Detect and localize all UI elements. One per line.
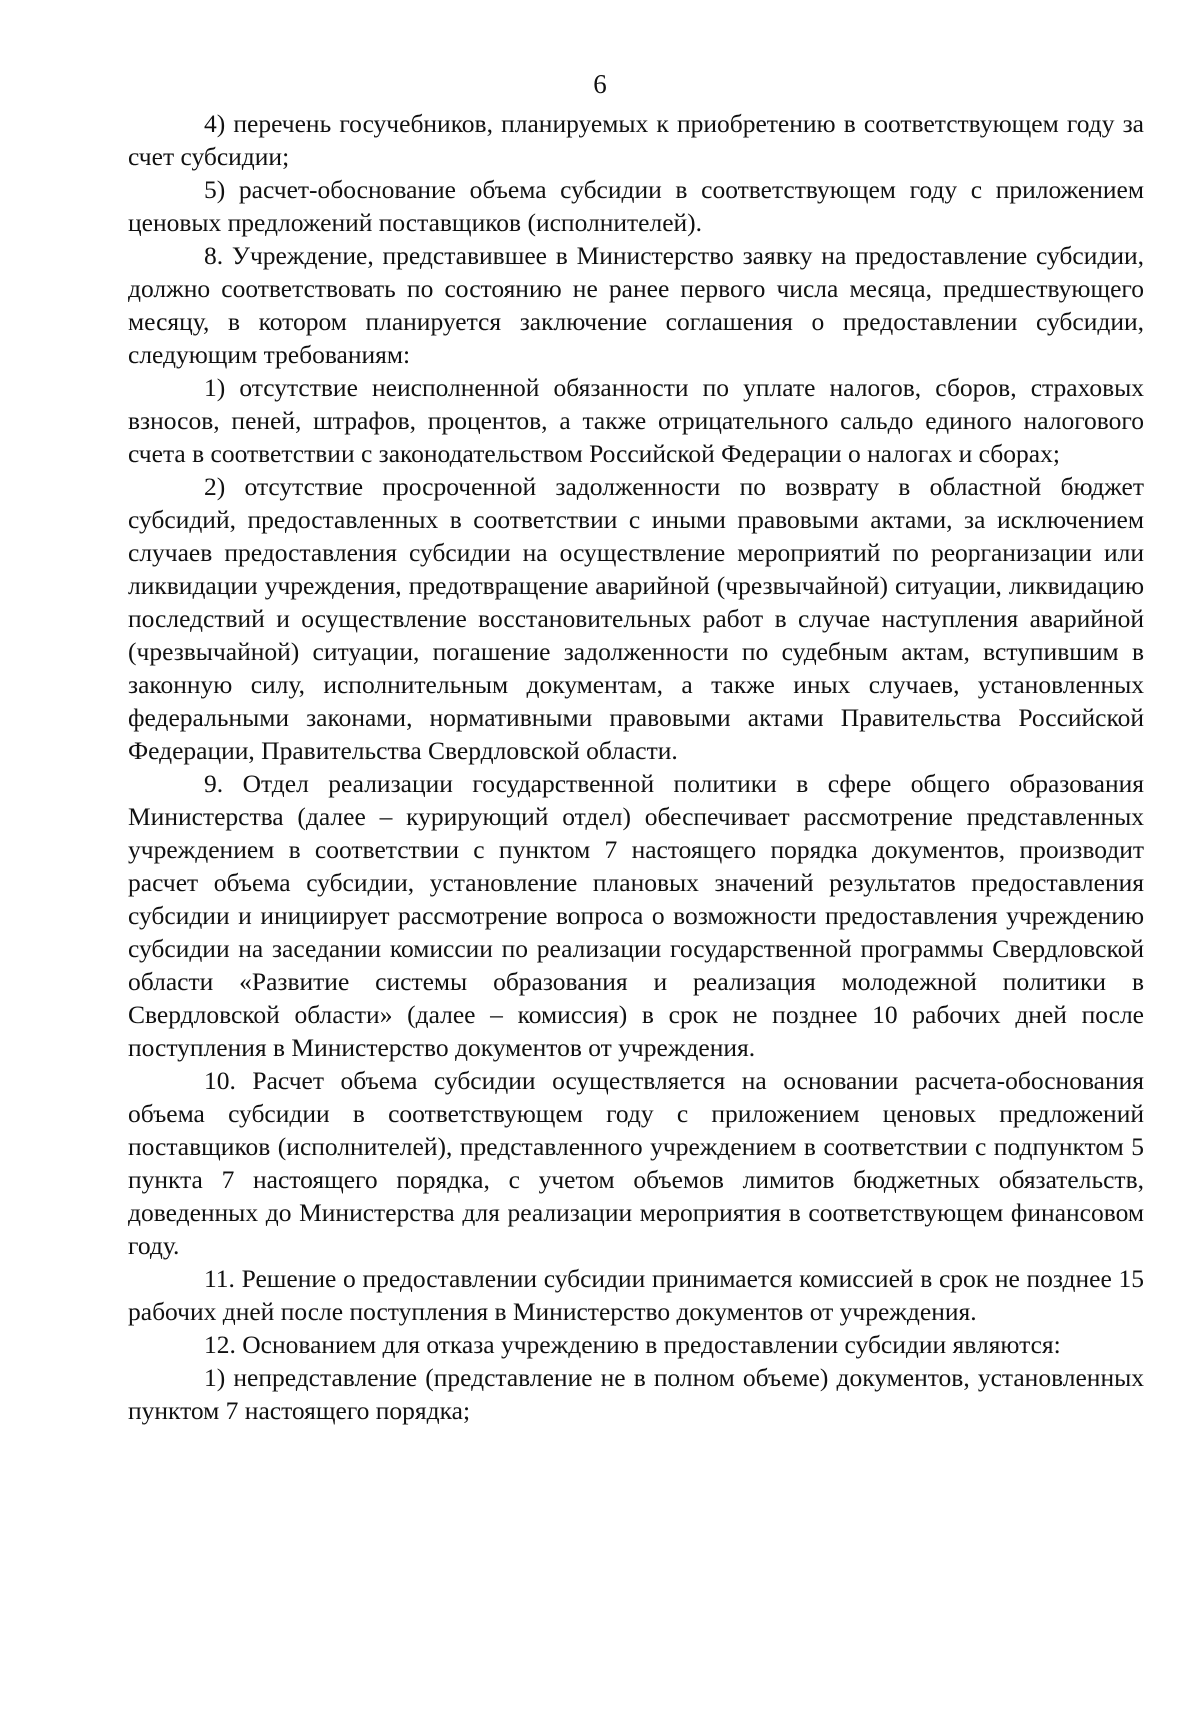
paragraph-clause-8: 8. Учреждение, представившее в Министерство заявку на предоставление субсидии, должно соответствовать по состоянию не ранее первого числа месяца, предшествующего месяцу, в котором планируется заключение соглашения о предоставлении субсидии, следующим требованиям: bbox=[128, 241, 1144, 369]
document-body bbox=[128, 107, 1144, 1427]
paragraph-clause-9: 9. Отдел реализации государственной политики в сфере общего образования Министерства (далее – курирующий отдел) обеспечивает рассмотрение представленных учреждением в соответствии с пунктом 7 настоящего порядка документов, производит расчет объема субсидии, установление плановых значений результатов предоставления субсидии и инициирует рассмотрение вопроса о возможности предоставления учреждению субсидии на заседании комиссии по реализации государственной программы Свердловской области «Развитие системы образования и реализация молодежной политики в Свердловской области» (далее – комиссия) в срок не позднее 10 рабочих дней после поступления в Министерство документов от учреждения. bbox=[128, 769, 1144, 1062]
paragraph-subitem-4: 4) перечень госучебников, планируемых к приобретению в соответствующем году за счет субсидии; bbox=[128, 109, 1144, 171]
paragraph-clause-11: 11. Решение о предоставлении субсидии принимается комиссией в срок не позднее 15 рабочих дней после поступления в Министерство документов от учреждения. bbox=[128, 1264, 1144, 1326]
paragraph-requirement-2: 2) отсутствие просроченной задолженности по возврату в областной бюджет субсидий, предоставленных в соответствии с иными правовыми актами, за исключением случаев предоставления субсидии на осуществление мероприятий по реорганизации или ликвидации учреждения, предотвращение аварийной (чрезвычайной) ситуации, ликвидацию последствий и осуществление восстановительных работ в случае наступления аварийной (чрезвычайной) ситуации, погашение задолженности по судебным актам, вступившим в законную силу, исполнительным документам, а также иных случаев, установленных федеральными законами, нормативными правовыми актами Правительства Российской Федерации, Правительства Свердловской области. bbox=[128, 472, 1144, 765]
paragraph-clause-10: 10. Расчет объема субсидии осуществляется на основании расчета-обоснования объема субсидии в соответствующем году с приложением ценовых предложений поставщиков (исполнителей), представленного учреждением в соответствии с подпунктом 5 пункта 7 настоящего порядка, с учетом объемов лимитов бюджетных обязательств, доведенных до Министерства для реализации мероприятия в соответствующем финансовом году. bbox=[128, 1066, 1144, 1260]
page-number: 6 bbox=[593, 69, 607, 99]
paragraph-clause-12: 12. Основанием для отказа учреждению в предоставлении субсидии являются: bbox=[204, 1330, 1061, 1359]
paragraph-refusal-ground-1: 1) непредставление (представление не в полном объеме) документов, установленных пунктом 7 настоящего порядка; bbox=[128, 1363, 1144, 1425]
paragraph-requirement-1: 1) отсутствие неисполненной обязанности по уплате налогов, сборов, страховых взносов, пеней, штрафов, процентов, а также отрицательного сальдо единого налогового счета в соответствии с законодательством Российской Федерации о налогах и сборах; bbox=[128, 373, 1144, 468]
paragraph-subitem-5: 5) расчет-обоснование объема субсидии в соответствующем году с приложением ценовых предложений поставщиков (исполнителей). bbox=[128, 175, 1144, 237]
